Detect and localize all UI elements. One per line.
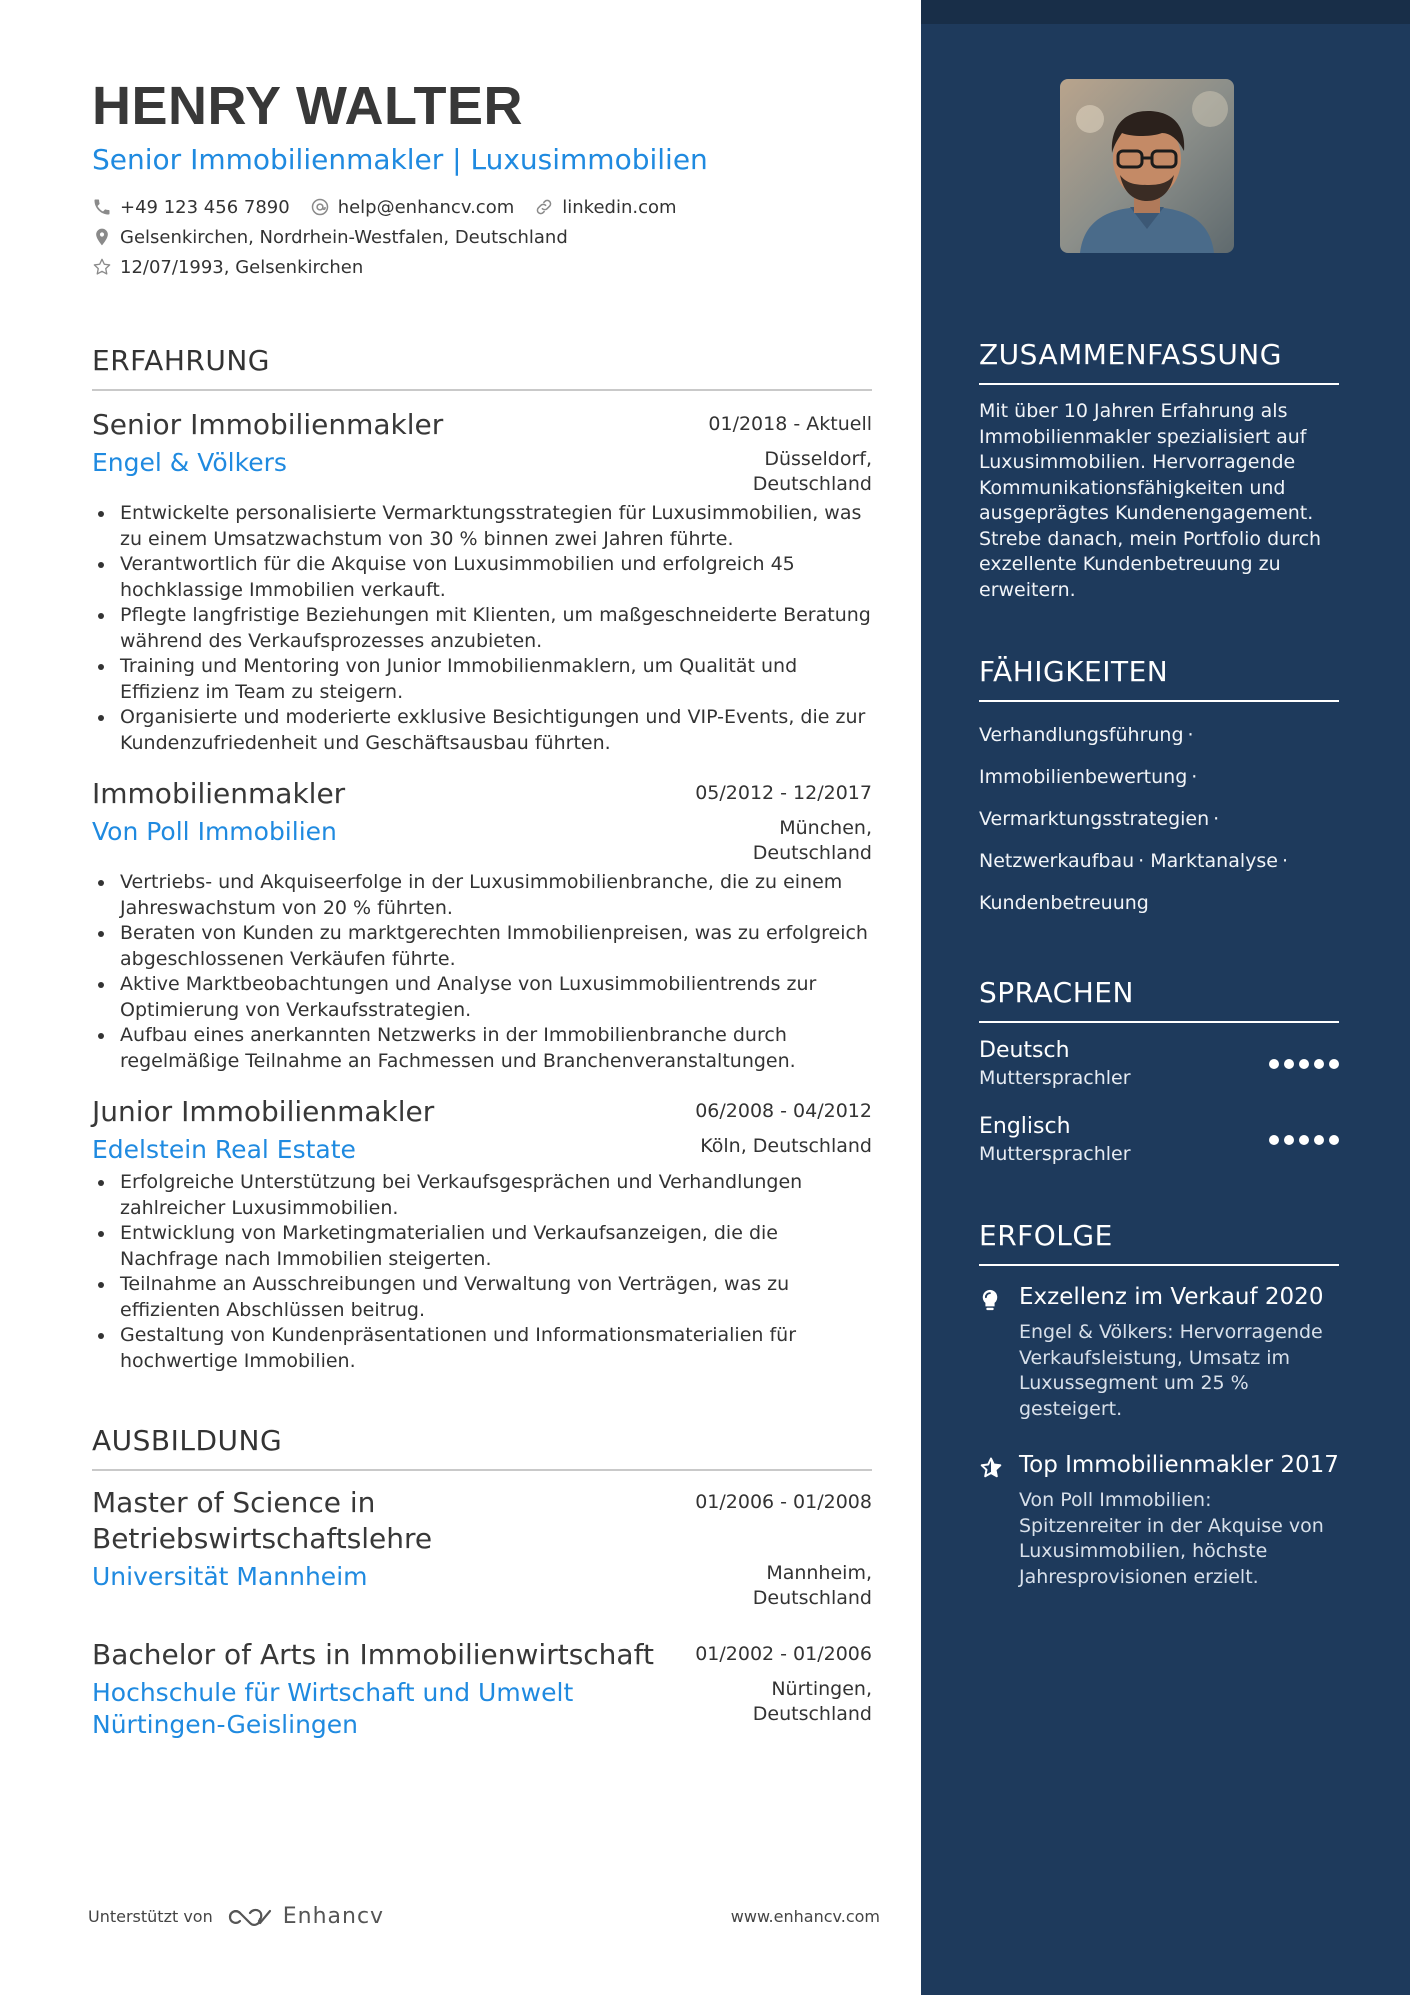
job-date: 01/2018 - Aktuell	[708, 413, 872, 435]
rating-dot	[1299, 1059, 1309, 1069]
candidate-name: HENRY WALTER	[92, 76, 524, 136]
skill-item: Vermarktungsstrategien ·	[979, 808, 1220, 830]
bullet-item: Teilnahme an Ausschreibungen und Verwaltung von Verträgen, was zu effizienten Abschlüssen beitrug.	[92, 1272, 872, 1323]
rating-dot	[1269, 1135, 1279, 1145]
languages-title: SPRACHEN	[979, 976, 1339, 1023]
language-item	[979, 1037, 1339, 1091]
language-level: Muttersprachler	[979, 1067, 1131, 1089]
language-name: Deutsch	[979, 1038, 1070, 1063]
link-icon	[534, 197, 554, 217]
summary-title: ZUSAMMENFASSUNG	[979, 338, 1339, 385]
footer	[88, 1904, 880, 1929]
bullet-item: Entwickelte personalisierte Vermarktungsstrategien für Luxusimmobilien, was zu einem Umsatzwachstum von 30 % binnen zwei Jahren führte.	[92, 501, 872, 552]
job-entry	[92, 1094, 872, 1374]
rating-dot	[1299, 1135, 1309, 1145]
education-location-line: Deutschland	[752, 1587, 872, 1609]
achievement-desc: Von Poll Immobilien: Spitzenreiter in der Akquise von Luxusimmobilien, höchste Jahresprovisionen erzielt.	[1019, 1489, 1324, 1588]
bullet-item: Beraten von Kunden zu marktgerechten Immobilienpreisen, was zu erfolgreich abgeschlossenen Verkäufen führte.	[92, 921, 872, 972]
bullet-item: Aktive Marktbeobachtungen und Analyse von Luxusimmobilientrends zur Optimierung von Verkaufsstrategien.	[92, 972, 872, 1023]
footer-link[interactable]: www.enhancv.com	[730, 1907, 880, 1926]
job-title: Senior Immobilienmakler	[92, 408, 444, 441]
language-rating	[1269, 1059, 1339, 1069]
education-entry	[92, 1485, 872, 1611]
education-section	[92, 1424, 872, 1741]
birth-contact	[92, 257, 363, 278]
job-location	[753, 447, 872, 497]
skill-item	[979, 892, 1149, 914]
skill-item: Immobilienbewertung ·	[979, 766, 1198, 788]
email-text: help@enhancv.com	[337, 196, 515, 218]
bullet-item: Pflegte langfristige Beziehungen mit Klienten, um maßgeschneiderte Beratung während des Verkaufsprozesses anzubieten.	[92, 603, 872, 654]
education-location	[753, 1561, 872, 1611]
email-contact[interactable]	[310, 197, 515, 218]
rating-dot	[1284, 1059, 1294, 1069]
phone-contact[interactable]	[92, 197, 290, 218]
location-contact	[92, 227, 568, 248]
achievement-item	[979, 1450, 1339, 1590]
bullet-item: Vertriebs- und Akquiseerfolge in der Luxusimmobilienbranche, die zu einem Jahreswachstum von 20 % führten.	[92, 870, 872, 921]
location-text: Gelsenkirchen, Nordrhein-Westfalen, Deutschland	[120, 226, 568, 248]
enhancv-logo-icon	[227, 1905, 273, 1929]
skill-item: Netzwerkaufbau ·	[979, 850, 1145, 872]
job-title: Junior Immobilienmakler	[92, 1095, 435, 1128]
rating-dot	[1329, 1135, 1339, 1145]
bullet-item: Training und Mentoring von Junior Immobilienmaklern, um Qualität und Effizienz im Team zu steigern.	[92, 654, 872, 705]
birth-text: 12/07/1993, Gelsenkirchen	[120, 256, 364, 278]
bullet-item: Organisierte und moderierte exklusive Besichtigungen und VIP-Events, die zur Kundenzufriedenheit und Geschäftsausbau führten.	[92, 705, 872, 756]
rating-dot	[1269, 1059, 1279, 1069]
summary-text: Mit über 10 Jahren Erfahrung als Immobilienmakler spezialisiert auf Luxusimmobilien. Hervorragende Kommunikationsfähigkeiten und ausgeprägtes Kundenengagement. Strebe danach, mein Portfolio durch exzellente Kundenbetreuung zu erweitern.	[979, 400, 1322, 601]
star-icon	[979, 1456, 1003, 1480]
education-location-line: Mannheim,	[766, 1562, 872, 1584]
skills-section	[979, 655, 1339, 924]
education-location-line: Deutschland	[752, 1703, 872, 1725]
star-outline-icon	[92, 257, 112, 277]
skill-label: Kundenbetreuung	[979, 892, 1149, 914]
at-icon	[310, 197, 330, 217]
achievement-title: Exzellenz im Verkauf 2020	[1019, 1284, 1324, 1310]
bullet-item: Gestaltung von Kundenpräsentationen und Informationsmaterialien für hochwertige Immobilien.	[92, 1323, 872, 1374]
achievement-title: Top Immobilienmakler 2017	[1019, 1452, 1339, 1478]
job-location-line: Köln, Deutschland	[700, 1135, 872, 1157]
linkedin-text: linkedin.com	[562, 196, 677, 218]
education-date: 01/2006 - 01/2008	[695, 1491, 872, 1513]
bullet-item: Aufbau eines anerkannten Netzwerks in der Immobilienbranche durch regelmäßige Teilnahme an Fachmessen und Branchenveranstaltungen.	[92, 1023, 872, 1074]
job-bullets	[92, 501, 872, 756]
main-column	[92, 76, 872, 1741]
lightbulb-icon	[979, 1288, 1001, 1312]
degree-title: Master of Science in Betriebswirtschaftslehre	[92, 1486, 433, 1555]
job-bullets	[92, 870, 872, 1074]
job-location-line: München,	[779, 817, 872, 839]
skill-label: Netzwerkaufbau	[979, 850, 1135, 872]
skills-title: FÄHIGKEITEN	[979, 655, 1339, 702]
phone-text: +49 123 456 7890	[120, 196, 290, 218]
linkedin-contact[interactable]	[534, 197, 676, 218]
skill-label: Immobilienbewertung	[979, 766, 1188, 788]
achievements-title: ERFOLGE	[979, 1219, 1339, 1266]
powered-by	[88, 1904, 384, 1929]
rating-dot	[1314, 1059, 1324, 1069]
company-name: Engel & Völkers	[92, 448, 287, 477]
skill-label: Marktanalyse	[1150, 850, 1278, 872]
job-entry	[92, 407, 872, 756]
language-rating	[1269, 1135, 1339, 1145]
rating-dot	[1314, 1135, 1324, 1145]
bullet-item: Erfolgreiche Unterstützung bei Verkaufsgesprächen und Verhandlungen zahlreicher Luxusimmobilien.	[92, 1170, 872, 1221]
school-name: Hochschule für Wirtschaft und Umwelt Nürtingen-Geislingen	[92, 1678, 574, 1739]
profile-photo	[1060, 79, 1234, 253]
brand-name: Enhancv	[282, 1904, 385, 1929]
rating-dot	[1329, 1059, 1339, 1069]
skill-label: Verhandlungsführung	[979, 724, 1184, 746]
achievements-section	[979, 1219, 1339, 1590]
bullet-item: Entwicklung von Marketingmaterialien und Verkaufsanzeigen, die die Nachfrage nach Immobilien steigerten.	[92, 1221, 872, 1272]
education-entry	[92, 1637, 872, 1741]
job-location-line: Düsseldorf,	[764, 448, 872, 470]
skill-item: Verhandlungsführung ·	[979, 724, 1194, 746]
experience-title: ERFAHRUNG	[92, 344, 872, 391]
achievement-desc: Engel & Völkers: Hervorragende Verkaufsleistung, Umsatz im Luxussegment um 25 % gesteigert.	[1019, 1321, 1323, 1420]
powered-by-text: Unterstützt von	[88, 1907, 213, 1926]
rating-dot	[1284, 1135, 1294, 1145]
job-date: 05/2012 - 12/2017	[695, 782, 872, 804]
headline: Senior Immobilienmakler | Luxusimmobilien	[92, 143, 708, 176]
company-name: Edelstein Real Estate	[92, 1135, 356, 1164]
language-name: Englisch	[979, 1114, 1071, 1139]
bullet-item: Verantwortlich für die Akquise von Luxusimmobilien und erfolgreich 45 hochklassige Immobilien verkauft.	[92, 552, 872, 603]
language-item	[979, 1113, 1339, 1167]
education-date: 01/2002 - 01/2006	[695, 1643, 872, 1665]
sidebar	[921, 0, 1410, 1995]
languages-section	[979, 976, 1339, 1167]
experience-section	[92, 344, 872, 1374]
sidebar-content	[979, 338, 1339, 1590]
skill-label: Vermarktungsstrategien	[979, 808, 1210, 830]
job-bullets	[92, 1170, 872, 1374]
education-location-line: Nürtingen,	[771, 1678, 872, 1700]
education-location	[753, 1677, 872, 1727]
job-location-line: Deutschland	[752, 842, 872, 864]
language-level: Muttersprachler	[979, 1143, 1131, 1165]
location-pin-icon	[92, 227, 112, 247]
skills-list	[979, 714, 1339, 924]
achievement-item	[979, 1282, 1339, 1422]
summary-section	[979, 338, 1339, 603]
degree-title: Bachelor of Arts in Immobilienwirtschaft	[92, 1638, 654, 1671]
contact-info	[92, 192, 872, 282]
school-name: Universität Mannheim	[92, 1562, 368, 1591]
job-location-line: Deutschland	[752, 473, 872, 495]
sidebar-top-bar	[921, 0, 1410, 24]
company-name: Von Poll Immobilien	[92, 817, 337, 846]
avatar	[1060, 79, 1234, 253]
job-entry	[92, 776, 872, 1074]
job-location	[753, 816, 872, 866]
job-location	[700, 1134, 872, 1159]
job-date: 06/2008 - 04/2012	[695, 1100, 872, 1122]
education-title: AUSBILDUNG	[92, 1424, 872, 1471]
skill-item: Marktanalyse ·	[1150, 850, 1288, 872]
job-title: Immobilienmakler	[92, 777, 346, 810]
phone-icon	[92, 197, 112, 217]
